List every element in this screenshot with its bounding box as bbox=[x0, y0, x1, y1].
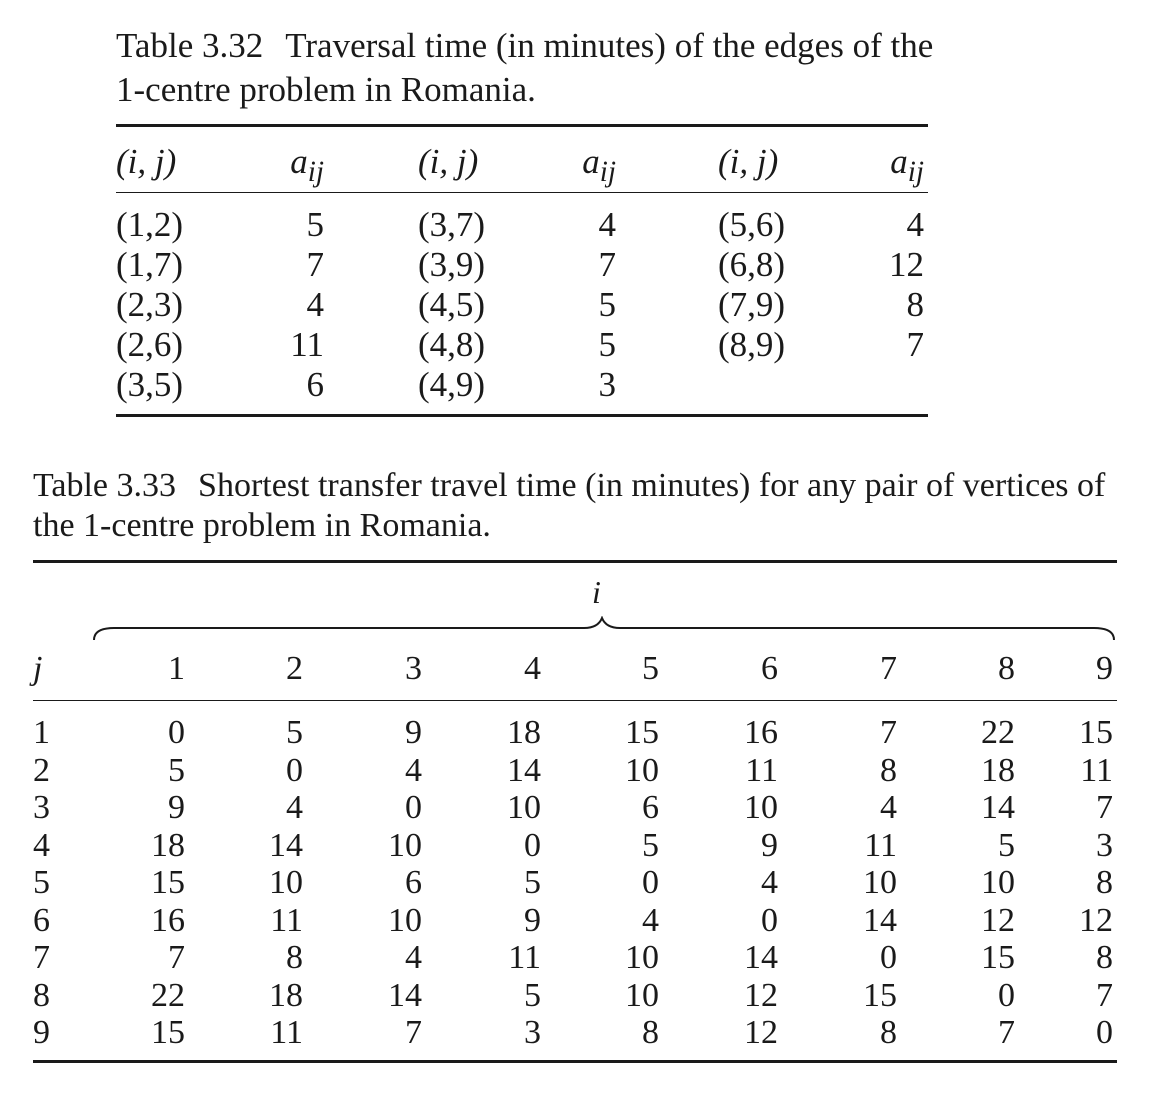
table-3-32-header bbox=[116, 138, 928, 186]
header-rule bbox=[116, 192, 928, 193]
table-cell: 10 bbox=[981, 864, 1015, 901]
row-label: 7 bbox=[33, 939, 50, 976]
pair-cell: (4,5) bbox=[418, 285, 486, 324]
table-cell: 9 bbox=[761, 826, 778, 864]
pair-cell: (1,7) bbox=[116, 245, 184, 284]
table-3-33-caption bbox=[33, 466, 1123, 546]
value-cell: 7 bbox=[306, 245, 324, 284]
table-cell: 5 bbox=[286, 714, 303, 751]
caption-text: Traversal time (in minutes) of the edges of the 1-centre problem in Romania. bbox=[116, 26, 934, 109]
table-cell: 0 bbox=[998, 976, 1015, 1014]
table-cell: 10 bbox=[625, 976, 659, 1014]
table-cell: 11 bbox=[1080, 751, 1113, 789]
table-cell: 7 bbox=[998, 1014, 1015, 1051]
row-label: 4 bbox=[33, 826, 50, 864]
pair-cell: (2,3) bbox=[116, 285, 184, 324]
table-cell: 5 bbox=[524, 976, 541, 1014]
caption-label: Table 3.33 bbox=[33, 467, 177, 504]
table-cell: 9 bbox=[405, 714, 422, 751]
table-row bbox=[33, 977, 1117, 1015]
table-cell: 4 bbox=[880, 789, 897, 826]
column-header: 2 bbox=[286, 650, 303, 687]
caption-text: Shortest transfer travel time (in minutes) for any pair of vertices of the 1-centre problem in Romania. bbox=[33, 467, 1106, 544]
table-cell: 10 bbox=[625, 751, 659, 789]
pair-cell: (1,2) bbox=[116, 205, 184, 244]
pair-cell: (3,9) bbox=[418, 245, 486, 284]
table-cell: 3 bbox=[1096, 826, 1113, 864]
column-header: 8 bbox=[998, 650, 1015, 687]
table-cell: 7 bbox=[1096, 976, 1113, 1014]
table-cell: 9 bbox=[524, 901, 541, 939]
table-row bbox=[33, 864, 1117, 902]
table-cell: 12 bbox=[1079, 901, 1113, 939]
column-header: 9 bbox=[1096, 650, 1113, 687]
value-cell: 6 bbox=[306, 365, 324, 404]
table-cell: 14 bbox=[388, 976, 422, 1014]
table-cell: 12 bbox=[981, 901, 1015, 939]
table-cell: 7 bbox=[405, 1014, 422, 1051]
table-cell: 18 bbox=[269, 976, 303, 1014]
header-pair-1: (i, j) bbox=[116, 142, 177, 181]
table-cell: 7 bbox=[880, 714, 897, 751]
table-cell: 16 bbox=[151, 901, 185, 939]
value-cell: 11 bbox=[290, 325, 324, 364]
table-cell: 11 bbox=[745, 751, 778, 789]
caption-label: Table 3.32 bbox=[116, 26, 264, 65]
table-cell: 4 bbox=[405, 751, 422, 789]
header-value-3: $a_{ij}$ bbox=[890, 142, 924, 188]
pair-cell: (4,8) bbox=[418, 325, 486, 364]
table-cell: 14 bbox=[981, 789, 1015, 826]
value-cell: 7 bbox=[598, 245, 616, 284]
table-3-33-body bbox=[33, 714, 1117, 1052]
table-row bbox=[33, 789, 1117, 827]
table-cell: 12 bbox=[744, 1014, 778, 1051]
table-cell: 8 bbox=[1096, 864, 1113, 901]
row-label: 9 bbox=[33, 1014, 50, 1051]
table-cell: 11 bbox=[270, 1014, 303, 1051]
value-cell: 8 bbox=[906, 285, 924, 324]
column-header: 4 bbox=[524, 650, 541, 687]
table-cell: 5 bbox=[168, 751, 185, 789]
table-cell: 15 bbox=[151, 1014, 185, 1051]
pair-cell: (3,5) bbox=[116, 365, 184, 404]
bottom-rule bbox=[33, 1060, 1117, 1063]
table-row bbox=[33, 1014, 1117, 1052]
table-row bbox=[116, 205, 928, 245]
table-3-33-header bbox=[33, 646, 1117, 694]
table-cell: 22 bbox=[981, 714, 1015, 751]
table-3-32-body bbox=[116, 205, 928, 405]
table-cell: 0 bbox=[405, 789, 422, 826]
value-cell: 5 bbox=[598, 285, 616, 324]
table-cell: 18 bbox=[507, 714, 541, 751]
table-cell: 7 bbox=[1096, 789, 1113, 826]
pair-cell: (2,6) bbox=[116, 325, 184, 364]
pair-cell: (3,7) bbox=[418, 205, 486, 244]
header-pair-3: (i, j) bbox=[718, 142, 779, 181]
pair-cell: (8,9) bbox=[718, 325, 786, 364]
header-value-2: $a_{ij}$ bbox=[582, 142, 616, 188]
column-group-label: i bbox=[592, 574, 601, 610]
table-cell: 5 bbox=[998, 826, 1015, 864]
table-cell: 10 bbox=[507, 789, 541, 826]
table-cell: 15 bbox=[151, 864, 185, 901]
table-cell: 4 bbox=[761, 864, 778, 901]
table-row bbox=[116, 245, 928, 285]
table-cell: 8 bbox=[642, 1014, 659, 1051]
table-cell: 14 bbox=[744, 939, 778, 976]
table-cell: 5 bbox=[524, 864, 541, 901]
table-cell: 6 bbox=[405, 864, 422, 901]
value-cell: 4 bbox=[306, 285, 324, 324]
table-cell: 4 bbox=[286, 789, 303, 826]
table-row bbox=[33, 714, 1117, 752]
table-cell: 12 bbox=[744, 976, 778, 1014]
table-cell: 15 bbox=[625, 714, 659, 751]
table-cell: 14 bbox=[507, 751, 541, 789]
table-cell: 11 bbox=[864, 826, 897, 864]
table-cell: 14 bbox=[863, 901, 897, 939]
row-label: 3 bbox=[33, 789, 50, 826]
table-row bbox=[33, 752, 1117, 790]
value-cell: 4 bbox=[598, 205, 616, 244]
table-3-32-caption bbox=[116, 24, 936, 112]
table-cell: 8 bbox=[286, 939, 303, 976]
table-cell: 15 bbox=[981, 939, 1015, 976]
table-cell: 9 bbox=[168, 789, 185, 826]
row-label: 6 bbox=[33, 901, 50, 939]
row-header-label: j bbox=[33, 650, 43, 687]
table-cell: 18 bbox=[151, 826, 185, 864]
row-label: 1 bbox=[33, 714, 50, 751]
table-row bbox=[116, 325, 928, 365]
column-header: 5 bbox=[642, 650, 659, 687]
table-row bbox=[116, 365, 928, 405]
header-rule bbox=[33, 700, 1117, 701]
table-cell: 0 bbox=[1096, 1014, 1113, 1051]
pair-cell: (4,9) bbox=[418, 365, 486, 404]
table-row bbox=[116, 285, 928, 325]
top-rule bbox=[116, 124, 928, 127]
table-row bbox=[33, 827, 1117, 865]
table-row bbox=[33, 902, 1117, 940]
table-cell: 8 bbox=[880, 1014, 897, 1051]
table-cell: 18 bbox=[981, 751, 1015, 789]
table-cell: 5 bbox=[642, 826, 659, 864]
horizontal-brace-icon bbox=[92, 616, 1116, 642]
table-cell: 11 bbox=[508, 939, 541, 976]
table-cell: 22 bbox=[151, 976, 185, 1014]
table-cell: 10 bbox=[625, 939, 659, 976]
header-pair-2: (i, j) bbox=[418, 142, 479, 181]
table-cell: 0 bbox=[642, 864, 659, 901]
column-header: 7 bbox=[880, 650, 897, 687]
header-value-1: $a_{ij}$ bbox=[290, 142, 324, 188]
table-cell: 6 bbox=[642, 789, 659, 826]
table-cell: 0 bbox=[761, 901, 778, 939]
table-cell: 10 bbox=[269, 864, 303, 901]
table-cell: 8 bbox=[880, 751, 897, 789]
column-header: 6 bbox=[761, 650, 778, 687]
row-label: 8 bbox=[33, 976, 50, 1014]
table-cell: 7 bbox=[168, 939, 185, 976]
table-cell: 10 bbox=[388, 901, 422, 939]
value-cell: 5 bbox=[306, 205, 324, 244]
table-cell: 15 bbox=[863, 976, 897, 1014]
table-cell: 15 bbox=[1079, 714, 1113, 751]
bottom-rule bbox=[116, 414, 928, 417]
value-cell: 7 bbox=[906, 325, 924, 364]
table-cell: 0 bbox=[880, 939, 897, 976]
value-cell: 5 bbox=[598, 325, 616, 364]
value-cell: 12 bbox=[889, 245, 924, 284]
table-cell: 11 bbox=[270, 901, 303, 939]
pair-cell: (5,6) bbox=[718, 205, 786, 244]
table-cell: 4 bbox=[642, 901, 659, 939]
table-cell: 16 bbox=[744, 714, 778, 751]
pair-cell: (6,8) bbox=[718, 245, 786, 284]
value-cell: 3 bbox=[598, 365, 616, 404]
row-label: 2 bbox=[33, 751, 50, 789]
table-cell: 8 bbox=[1096, 939, 1113, 976]
table-cell: 14 bbox=[269, 826, 303, 864]
top-rule bbox=[33, 560, 1117, 563]
table-cell: 3 bbox=[524, 1014, 541, 1051]
row-label: 5 bbox=[33, 864, 50, 901]
table-cell: 4 bbox=[405, 939, 422, 976]
table-cell: 0 bbox=[286, 751, 303, 789]
table-cell: 0 bbox=[524, 826, 541, 864]
column-header: 1 bbox=[168, 650, 185, 687]
table-cell: 10 bbox=[388, 826, 422, 864]
table-cell: 10 bbox=[744, 789, 778, 826]
table-cell: 10 bbox=[863, 864, 897, 901]
column-header: 3 bbox=[405, 650, 422, 687]
table-cell: 0 bbox=[168, 714, 185, 751]
pair-cell: (7,9) bbox=[718, 285, 786, 324]
value-cell: 4 bbox=[906, 205, 924, 244]
table-row bbox=[33, 939, 1117, 977]
